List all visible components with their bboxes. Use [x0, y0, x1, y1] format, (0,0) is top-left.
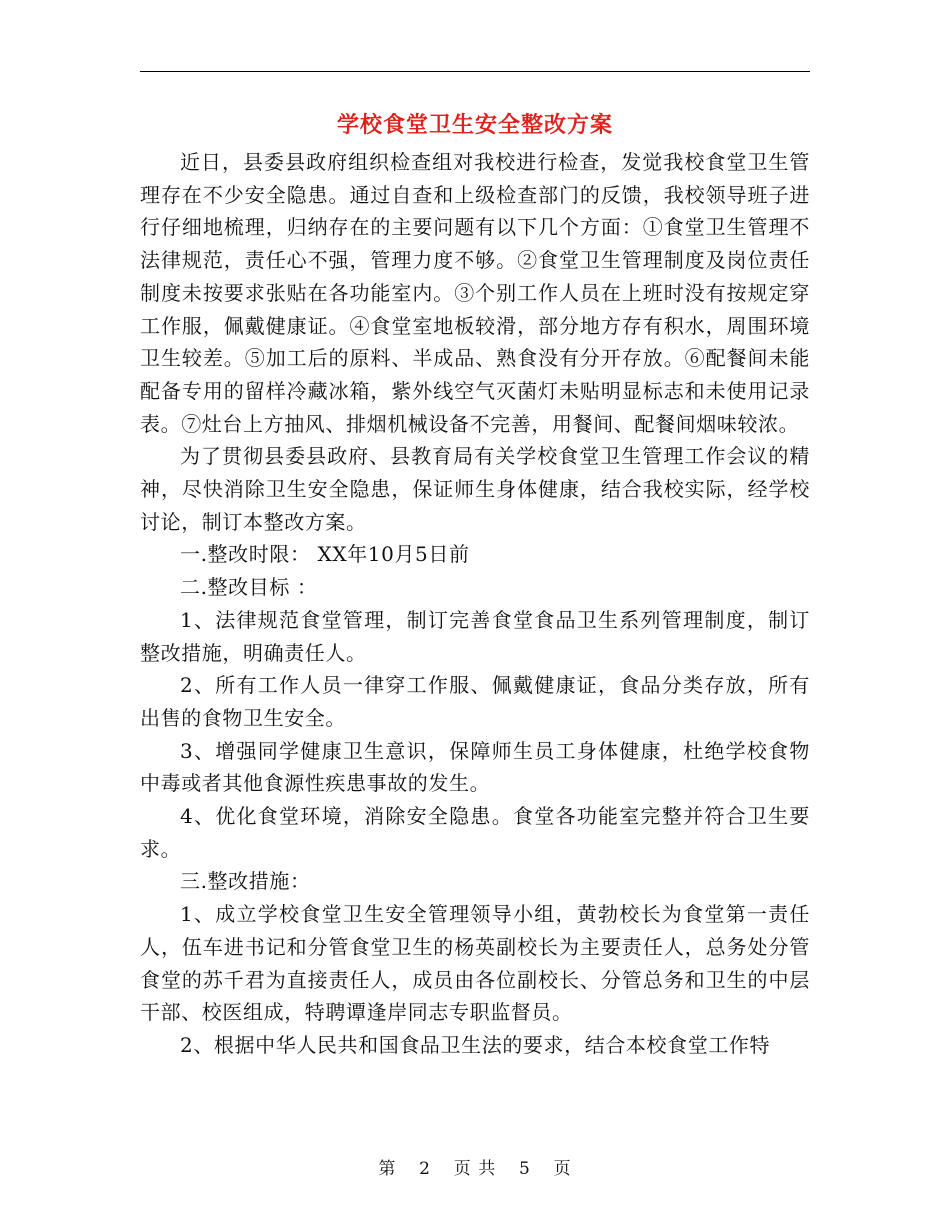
goal-item-1: 1、法律规范食堂管理，制订完善食堂食品卫生系列管理制度，制订整改措施，明确责任人。 — [140, 607, 810, 665]
measure-item-1: 1、成立学校食堂卫生安全管理领导小组，黄勃校长为食堂第一责任人，伍车进书记和分管食堂卫生的杨英副校长为主要责任人，总务处分管食堂的苏千君为直接责任人，成员由各位副校长、分管总务和卫生的中层干部、校医组成，特聘谭逢岸同志专职监督员。 — [140, 902, 810, 1025]
footer-page-mid: 页 共 — [453, 1159, 497, 1179]
goal-item-2: 2、所有工作人员一律穿工作服、佩戴健康证，食品分类存放，所有出售的食物卫生安全。 — [140, 673, 810, 730]
document-body — [140, 146, 810, 1062]
paragraph-purpose: 为了贯彻县委县政府、县教育局有关学校食堂卫生管理工作会议的精神，尽快消除卫生安全隐患，保证师生身体健康，结合我校实际，经学校讨论，制订本整改方案。 — [140, 444, 810, 534]
measure-item-2: 2、根据中华人民共和国食品卫生法的要求，结合本校食堂工作特 — [180, 1032, 771, 1057]
section-measures-heading: 三.整改措施： — [180, 869, 311, 894]
goal-item-3: 3、增强同学健康卫生意识，保障师生员工身体健康，杜绝学校食物中毒或者其他食源性疾患事故的发生。 — [140, 738, 810, 796]
footer-page-suffix: 页 — [553, 1159, 572, 1179]
section-deadline: 一.整改时限： XX年10月5日前 — [180, 542, 470, 567]
goal-item-4: 4、优化食堂环境，消除安全隐患。食堂各功能室完整并符合卫生要求。 — [140, 804, 810, 861]
footer-page-prefix: 第 — [378, 1159, 397, 1179]
paragraph-intro: 近日，县委县政府组织检查组对我校进行检查，发觉我校食堂卫生管理存在不少安全隐患。通过自查和上级检查部门的反馈，我校领导班子进行仔细地梳理，归纳存在的主要问题有以下几个方面：①食堂卫生管理不法律规范，责任心不强，管理力度不够。②食堂卫生管理制度及岗位责任制度未按要求张贴在各功能室内。③个别工作人员在上班时没有按规定穿工作服，佩戴健康证。④食堂室地板较滑，部分地方存有积水，周围环境卫生较差。⑤加工后的原料、半成品、熟食没有分开存放。⑥配餐间未能配备专用的留样冷藏冰箱，紫外线空气灭菌灯未贴明显标志和未使用记录表。⑦灶台上方抽风、排烟机械设备不完善，用餐间、配餐间烟味较浓。 — [140, 150, 810, 436]
header-rule — [140, 71, 810, 72]
footer-page-number: 2 — [419, 1159, 431, 1179]
document-title: 学校食堂卫生安全整改方案 — [336, 112, 613, 138]
section-goals-heading: 二.整改目标 ： — [180, 575, 318, 600]
page-footer — [0, 1154, 950, 1179]
footer-total-pages: 5 — [519, 1159, 531, 1179]
